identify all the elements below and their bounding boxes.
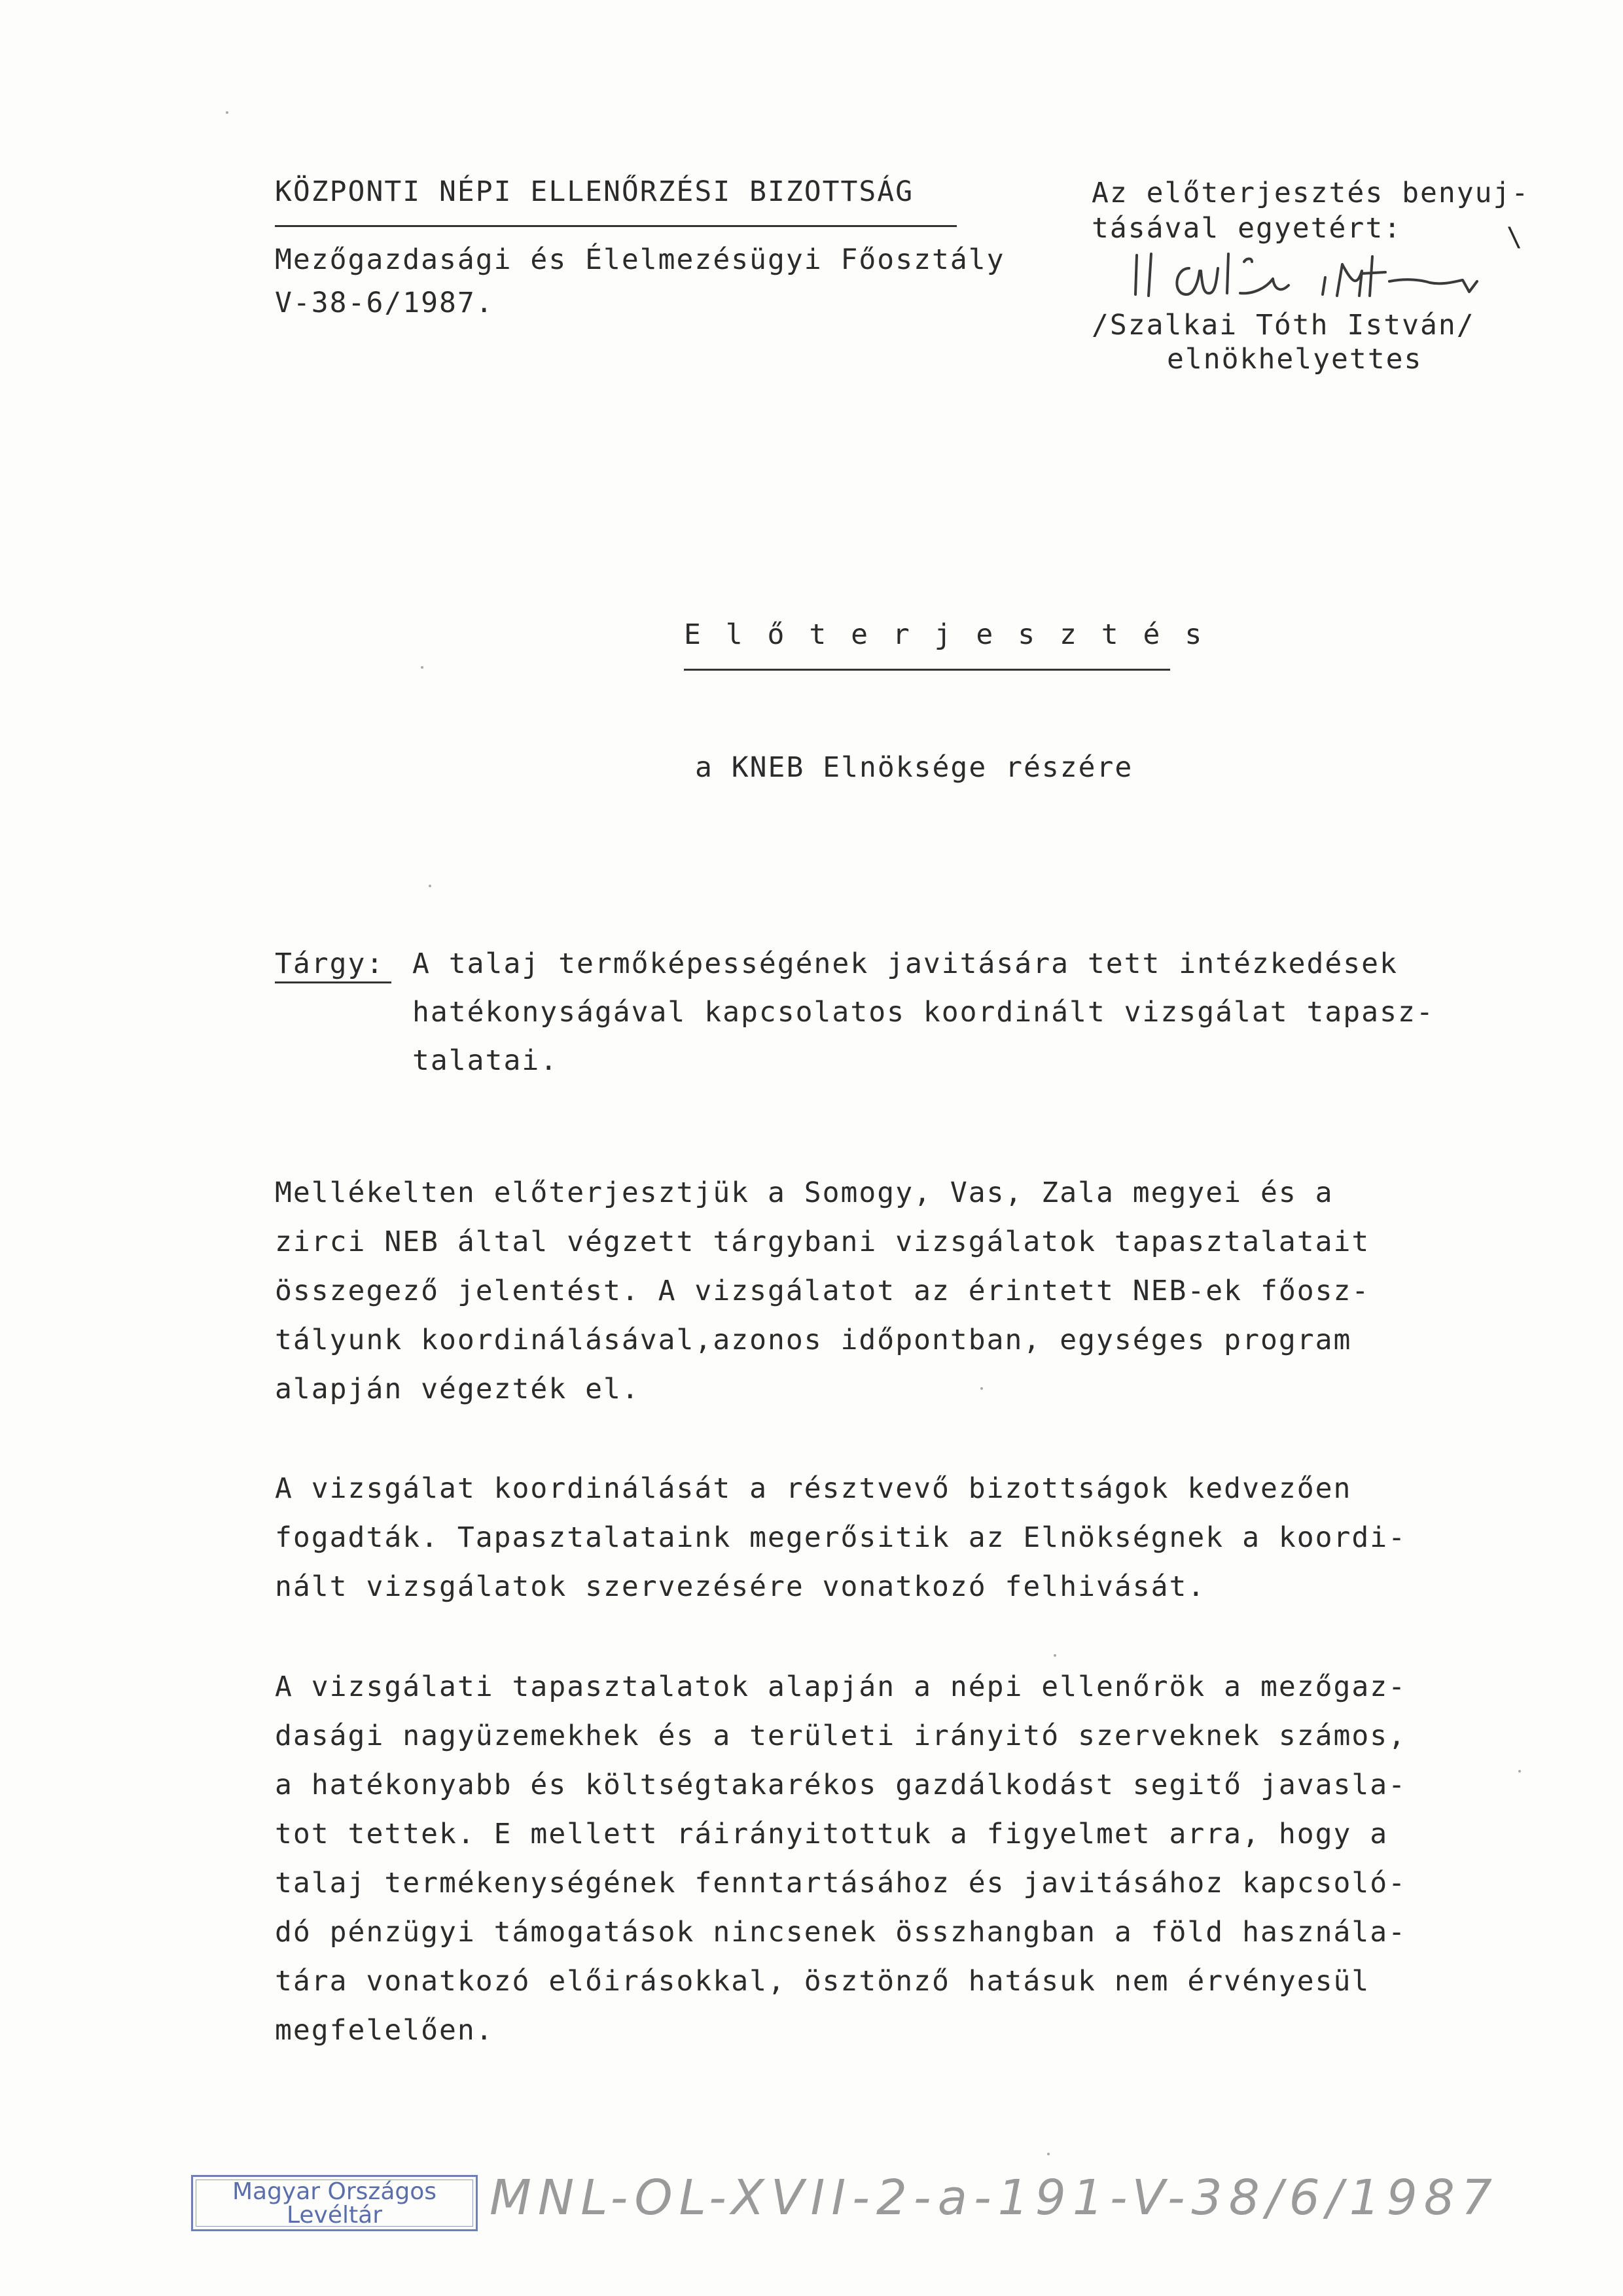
body-line: dó pénzügyi támogatások nincsenek összhangban a föld használa-	[275, 1916, 1407, 1949]
body-line: zirci NEB által végzett tárgybani vizsgálatok tapasztalatait	[275, 1226, 1370, 1258]
approval-mark: \	[1507, 222, 1524, 253]
body-line: A vizsgálat koordinálását a résztvevő bizottságok kedvezően	[275, 1472, 1352, 1505]
document-subtitle: a KNEB Elnöksége részére	[695, 751, 1133, 784]
body-line: tára vonatkozó előirásokkal, ösztönző hatásuk nem érvényesül	[275, 1965, 1370, 1998]
body-line: a hatékonyabb és költségtakarékos gazdálkodást segitő javasla-	[275, 1769, 1407, 1801]
title-underline	[684, 669, 1170, 671]
body-line: tályunk koordinálásával,azonos időpontban, egységes program	[275, 1324, 1352, 1356]
organization-underline	[275, 225, 957, 227]
stamp-text-line2: Levéltár	[286, 2202, 382, 2229]
body-line: talaj termékenységének fenntartásához és javitásához kapcsoló-	[275, 1867, 1407, 1899]
department-name: Mezőgazdasági és Élelmezésügyi Főosztály	[275, 243, 1005, 276]
body-line: összegező jelentést. A vizsgálatot az érintett NEB-ek főosz-	[275, 1275, 1370, 1307]
scan-speck	[429, 885, 431, 887]
body-line: alapján végezték el.	[275, 1373, 640, 1405]
subject-line: talatai.	[412, 1044, 559, 1077]
stamp-text-line1: Magyar Országos	[232, 2178, 437, 2205]
scan-speck	[1054, 1654, 1056, 1657]
document-title: E l ő t e r j e s z t é s	[684, 618, 1206, 651]
subject-label: Tárgy:	[275, 947, 385, 980]
body-line: megfelelően.	[275, 2014, 494, 2047]
body-line: A vizsgálati tapasztalatok alapján a népi ellenőrök a mezőgaz-	[275, 1670, 1407, 1703]
subject-line: A talaj termőképességének javitására tett intézkedések	[412, 947, 1398, 980]
reference-number: V-38-6/1987.	[275, 287, 494, 319]
body-line: fogadták. Tapasztalataink megerősitik az Elnökségnek a koordi-	[275, 1521, 1407, 1554]
body-line: tot tettek. E mellett ráirányitottuk a figyelmet arra, hogy a	[275, 1818, 1389, 1850]
body-line: nált vizsgálatok szervezésére vonatkozó felhivását.	[275, 1570, 1206, 1603]
subject-label-underline	[275, 981, 391, 983]
organization-name: KÖZPONTI NÉPI ELLENŐRZÉSI BIZOTTSÁG	[275, 175, 914, 208]
approval-text-line2: tásával egyetért:	[1092, 212, 1402, 245]
approval-text-line1: Az előterjesztés benyuj-	[1092, 177, 1530, 209]
subject-line: hatékonyságával kapcsolatos koordinált vizsgálat tapasz-	[412, 996, 1435, 1029]
archive-reference: MNL-OL-XVII-2-a-191-V-38/6/1987	[490, 2170, 1499, 2226]
scan-speck	[1518, 1770, 1521, 1773]
scan-speck	[226, 111, 228, 114]
archive-stamp	[191, 2175, 478, 2231]
body-line: Mellékelten előterjesztjük a Somogy, Vas, Zala megyei és a	[275, 1176, 1334, 1209]
scan-speck	[980, 1387, 983, 1390]
scan-speck	[421, 666, 423, 669]
signer-name: /Szalkai Tóth István/	[1092, 309, 1475, 342]
signer-title: elnökhelyettes	[1167, 343, 1423, 376]
body-line: dasági nagyüzemekhek és a területi irányitó szerveknek számos,	[275, 1720, 1407, 1752]
handwritten-signature	[1129, 242, 1522, 314]
scan-speck	[1047, 2153, 1050, 2155]
